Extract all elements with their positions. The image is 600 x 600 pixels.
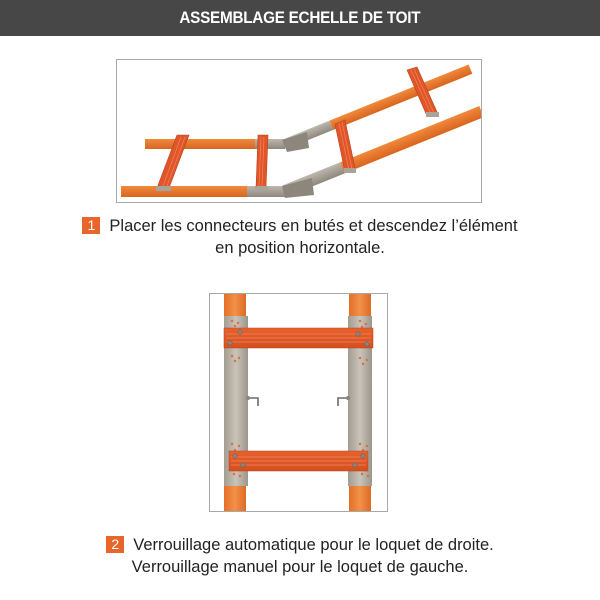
step-2-line-1 — [60, 534, 540, 556]
step-1-instruction — [40, 215, 560, 259]
step-1-number-badge: 1 — [82, 217, 100, 234]
step-2-text-2: Verrouillage manuel pour le loquet de gauche. — [131, 558, 469, 576]
step-1-image — [116, 59, 482, 203]
step-1-text-2: en position horizontale. — [215, 239, 385, 257]
page-title: ASSEMBLAGE ECHELLE DE TOIT — [179, 8, 421, 27]
step-2-number-badge: 2 — [106, 536, 124, 553]
step-2-instruction — [60, 534, 540, 578]
step-1-line-1 — [40, 215, 560, 237]
ladder-connector-illustration — [210, 294, 387, 511]
step-2-text-1: Verrouillage automatique pour le loquet de droite. — [133, 536, 494, 554]
page-header — [0, 0, 600, 36]
step-2-image — [209, 293, 388, 512]
ladder-sections-illustration — [117, 60, 481, 202]
step-1-text-1: Placer les connecteurs en butés et descendez l’élément — [109, 217, 518, 235]
